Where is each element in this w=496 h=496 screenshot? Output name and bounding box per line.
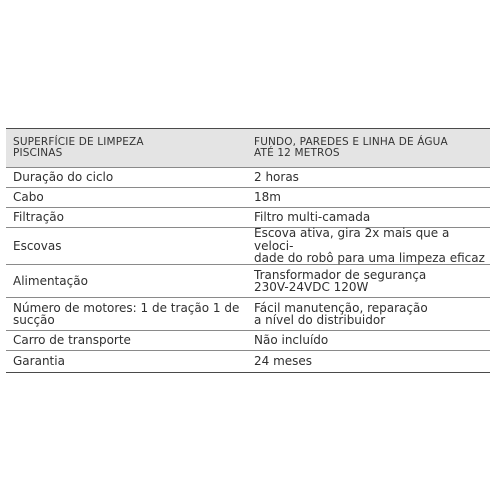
table-row bbox=[6, 265, 490, 298]
table-row bbox=[6, 298, 490, 331]
table-row bbox=[6, 228, 490, 265]
row-label: Filtração bbox=[13, 210, 64, 225]
table-row bbox=[6, 168, 490, 188]
header-right-cell: FUNDO, PAREDES E LINHA DE ÁGUA ATÉ 12 METROS bbox=[254, 136, 448, 159]
table-row bbox=[6, 351, 490, 372]
spec-table bbox=[6, 128, 490, 373]
row-label: Alimentação bbox=[13, 273, 88, 288]
row-label: Número de motores: 1 de tração 1 de sucção bbox=[13, 300, 240, 327]
row-value: Filtro multi-camada bbox=[254, 210, 371, 225]
header-left-cell: SUPERFÍCIE DE LIMPEZA PISCINAS bbox=[13, 136, 144, 159]
row-value: Escova ativa, gira 2x mais que a veloci- dade do robô para uma limpeza eficaz bbox=[254, 226, 485, 266]
row-value: 2 horas bbox=[254, 170, 299, 185]
row-label: Cabo bbox=[13, 190, 44, 205]
row-value: Transformador de segurança 230V-24VDC 120W bbox=[254, 267, 427, 294]
row-label: Garantia bbox=[13, 354, 65, 369]
row-value: Fácil manutenção, reparação a nível do distribuidor bbox=[254, 300, 428, 327]
row-value: 18m bbox=[254, 190, 281, 205]
row-value: 24 meses bbox=[254, 354, 313, 369]
table-row bbox=[6, 208, 490, 228]
table-row bbox=[6, 331, 490, 351]
row-label: Escovas bbox=[13, 238, 62, 253]
table-header-row bbox=[6, 129, 490, 168]
row-label: Duração do ciclo bbox=[13, 170, 114, 185]
table-row bbox=[6, 188, 490, 208]
row-value: Não incluído bbox=[254, 333, 329, 348]
row-label: Carro de transporte bbox=[13, 333, 131, 348]
